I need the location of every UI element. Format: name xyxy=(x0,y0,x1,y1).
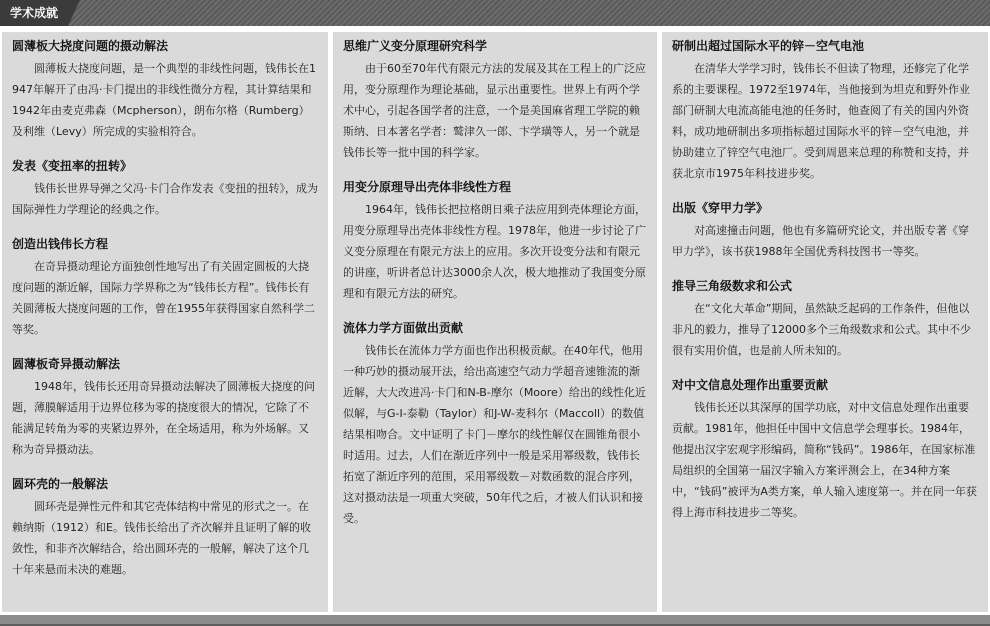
achievement-body: 在清华大学学习时，钱伟长不但读了物理，还修完了化学系的主要课程。1972至1974年，当他接到为坦克和野外作业部门研制大电流高能电池的任务时，他查阅了有关的国内外资料，成功地研制出多项指标超过国际水平的锌－空气电池，并协助建立了锌空气电池厂。受到周恩来总理的称赞和支持，并获北京市1975年科技进步奖。 xyxy=(672,62,970,180)
achievement-title: 创造出钱伟长方程 xyxy=(12,237,109,251)
achievement-section xyxy=(343,38,647,163)
achievement-section xyxy=(12,476,318,580)
achievement-title: 流体力学方面做出贡献 xyxy=(343,321,464,335)
achievement-title: 用变分原理导出壳体非线性方程 xyxy=(343,180,512,194)
achievement-title: 圆薄板大挠度问题的摄动解法 xyxy=(12,39,169,53)
achievement-title: 圆环壳的一般解法 xyxy=(12,477,109,491)
achievement-title: 推导三角级数求和公式 xyxy=(672,279,793,293)
column-right xyxy=(662,32,988,612)
achievement-title: 出版《穿甲力学》 xyxy=(672,201,769,215)
achievement-section xyxy=(12,236,318,340)
header-tab-label: 学术成就 xyxy=(10,6,59,20)
achievement-section xyxy=(672,200,978,262)
achievement-body: 圆薄板大挠度问题，是一个典型的非线性问题，钱伟长在1947年解开了由冯·卡门提出的非线性微分方程，其计算结果和1942年由麦克弗森（Mcpherson），朗布尔格（Rumberg）及利维（Levy）所完成的实验相符合。 xyxy=(12,62,316,138)
achievement-body: 由于60至70年代有限元方法的发展及其在工程上的广泛应用，变分原理作为理论基础，显示出重要性。世界上有两个学术中心，引起各国学者的注意，一个是美国麻省理工学院的赖斯纳、日本著名学者：鹫津久一郎、卞学璜等人，另一个就是钱伟长等一批中国的科学家。 xyxy=(343,62,646,159)
achievement-body: 钱伟长还以其深厚的国学功底，对中文信息处理作出重要贡献。1981年，他担任中国中文信息学会理事长。1984年，他提出汉字宏观字形编码，简称“钱码”。1986年，在国家标准局组织的全国第一届汉字输入方案评测会上，在34种方案中，“钱码”被评为A类方案，单人输入速度第一。并在同一年获得上海市科技进步二等奖。 xyxy=(672,401,977,519)
achievement-body: 对高速撞击问题，他也有多篇研究论文，并出版专著《穿甲力学》，该书获1988年全国优秀科技图书一等奖。 xyxy=(672,224,969,258)
achievement-section xyxy=(672,377,978,523)
achievement-section xyxy=(12,38,318,142)
achievement-body: 圆环壳是弹性元件和其它壳体结构中常见的形式之一。在赖纳斯（1912）和E。钱伟长给出了齐次解并且证明了解的收敛性，和非齐次解结合，给出圆环壳的一般解，解决了这个几十年来悬而未决的难题。 xyxy=(12,500,311,576)
achievement-body: 在“文化大革命”期间，虽然缺乏起码的工作条件，但他以非凡的毅力，推导了12000多个三角级数求和公式。其中不少很有实用价值，也是前人所未知的。 xyxy=(672,302,971,357)
achievement-title: 研制出超过国际水平的锌－空气电池 xyxy=(672,39,865,53)
section-header-bar xyxy=(0,0,990,26)
achievements-columns xyxy=(0,32,990,612)
achievement-body: 钱伟长在流体力学方面也作出积极贡献。在40年代，他用一种巧妙的摄动展开法，给出高速空气动力学超音速锥流的渐近解，大大改进冯·卡门和N-B-摩尔（Moore）给出的线性化近似解，与G-I-泰勒（Taylor）和J-W-麦科尔（Maccoll）的数值结果相吻合。文中证明了卡门－摩尔的线性解仅在圆锥角很小时适用。过去，人们在渐近序列中一般是采用幂级数，钱伟长拓宽了渐近序列的范围，采用幂级数－对数函数的混合序列，这对摄动法是一项重大突破，50年代之后，才被人们认识和接受。 xyxy=(343,344,646,525)
achievement-section xyxy=(12,158,318,220)
achievement-title: 对中文信息处理作出重要贡献 xyxy=(672,378,829,392)
achievement-section xyxy=(343,179,647,304)
column-middle xyxy=(333,32,657,612)
achievement-body: 钱伟长世界导弹之父冯·卡门合作发表《变扭的扭转》，成为国际弹性力学理论的经典之作。 xyxy=(12,182,318,216)
footer-bar xyxy=(0,615,990,624)
header-tab xyxy=(0,0,68,26)
achievement-body: 1964年，钱伟长把拉格朗日乘子法应用到壳体理论方面，用变分原理导出壳体非线性方程。1978年，他进一步讨论了广义变分原理在有限元方法上的应用。多次开设变分法和有限元的讲座，听讲者总计达3000余人次，极大地推动了我国变分原理和有限元方法的研究。 xyxy=(343,203,646,300)
achievement-section xyxy=(672,278,978,361)
achievement-title: 思维广义变分原理研究科学 xyxy=(343,39,488,53)
achievement-body: 在奇异摄动理论方面独创性地写出了有关固定圆板的大挠度问题的渐近解，国际力学界称之为“钱伟长方程”。钱伟长有关圆薄板大挠度问题的工作，曾在1955年获得国家自然科学二等奖。 xyxy=(12,260,315,336)
achievement-body: 1948年，钱伟长还用奇异摄动法解决了圆薄板大挠度的问题，薄膜解适用于边界位移为零的挠度很大的情况，它除了不能满足转角为零的夹紧边界外，在全场适用，称为外场解。又称为奇异摄动法。 xyxy=(12,380,315,456)
column-left xyxy=(2,32,328,612)
achievement-section xyxy=(12,356,318,460)
achievement-section xyxy=(672,38,978,184)
achievement-title: 发表《变扭率的扭转》 xyxy=(12,159,133,173)
achievement-section xyxy=(343,320,647,529)
achievement-title: 圆薄板奇异摄动解法 xyxy=(12,357,121,371)
